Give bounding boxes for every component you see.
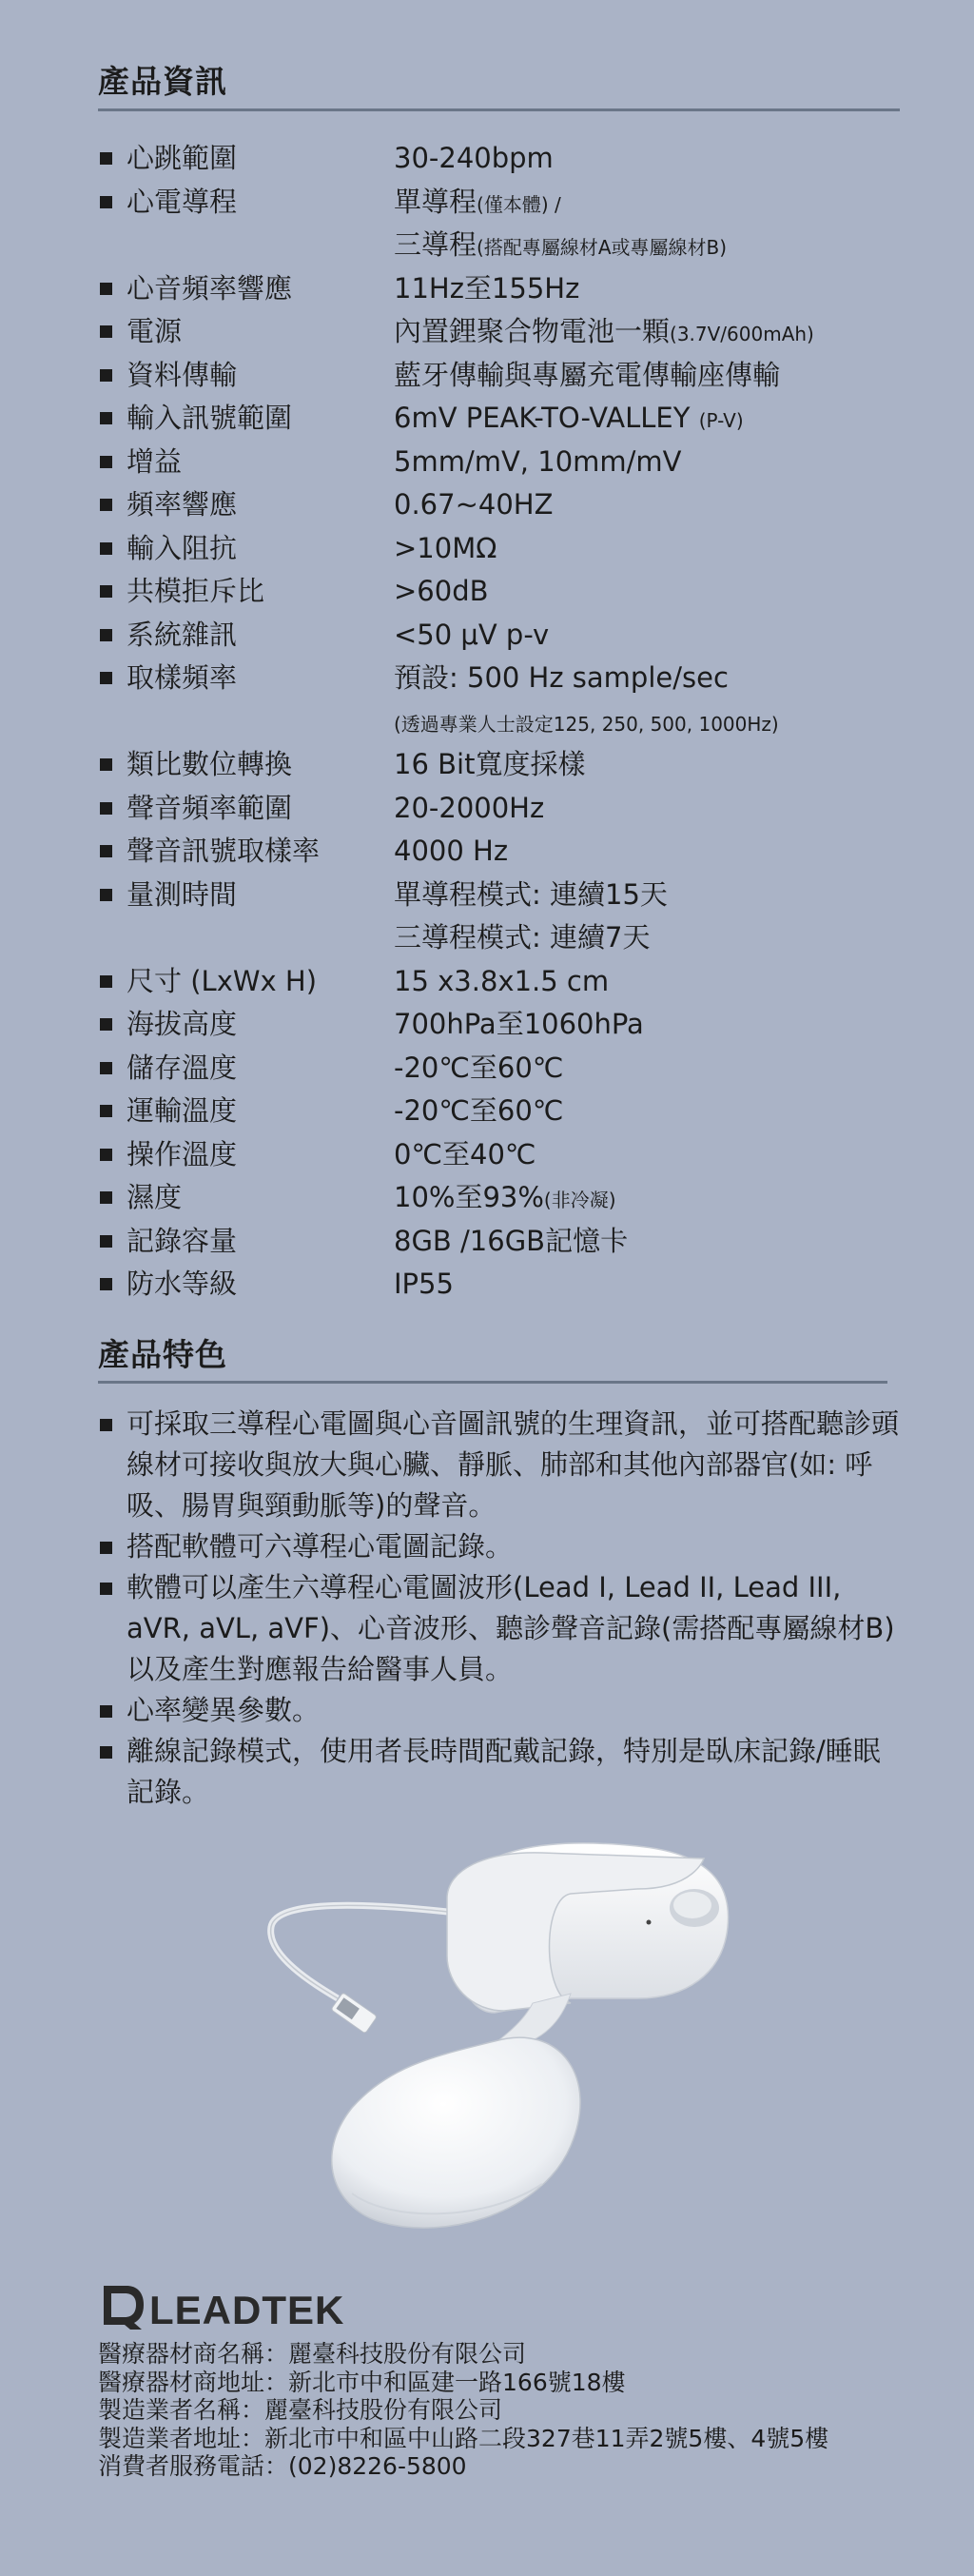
spec-value — [394, 917, 916, 961]
spec-value-text: 16 Bit寬度採樣 — [394, 748, 586, 780]
spec-row — [98, 1264, 916, 1308]
logo-wordmark: LEADTEK — [149, 2288, 345, 2331]
spec-label: 增益 — [127, 444, 183, 478]
bullet-icon — [98, 1404, 127, 1526]
spec-value — [394, 1091, 916, 1134]
bullet-icon — [98, 182, 127, 226]
bullet-icon — [98, 1526, 127, 1567]
spec-label: 電源 — [127, 315, 183, 347]
spec-row — [98, 788, 916, 832]
spec-value — [394, 831, 916, 875]
bullet-icon — [98, 1567, 127, 1690]
spec-value — [394, 1177, 916, 1221]
spec-label: 尺寸 (LxWx H) — [127, 964, 318, 997]
spec-row — [98, 268, 916, 312]
spec-row — [98, 225, 916, 268]
feature-item — [98, 1731, 902, 1813]
bullet-icon — [98, 442, 127, 485]
bullet-icon — [98, 1221, 127, 1265]
spec-value-text: 6mV PEAK-TO-VALLEY — [394, 402, 699, 434]
spec-label: 儲存溫度 — [127, 1051, 238, 1084]
footer-line: 醫療器材商地址：新北市中和區建一路166號18樓 — [98, 2368, 626, 2396]
spec-value — [394, 615, 916, 659]
spec-value-text: 20-2000Hz — [394, 791, 545, 824]
spec-value — [394, 788, 916, 832]
spec-label: 心音頻率響應 — [127, 271, 293, 305]
spec-value — [394, 571, 916, 615]
spec-list — [98, 138, 916, 1308]
spec-row — [98, 831, 916, 875]
spec-row — [98, 138, 916, 182]
spec-value-text: 10%至93% — [394, 1181, 544, 1213]
spec-value-note: (透過專業人士設定125, 250, 500, 1000Hz) — [394, 712, 779, 736]
spec-label: 類比數位轉換 — [127, 748, 293, 780]
spec-value — [394, 355, 916, 399]
bullet-icon — [98, 831, 127, 875]
feature-text: 軟體可以產生六導程心電圖波形(Lead I, Lead II, Lead III, aVR, aVL, aVF)、心音波形、聽診聲音記錄(需搭配專屬線材B)以及產生對應報告給醫事人員。 — [127, 1571, 895, 1685]
spec-row — [98, 961, 916, 1005]
spec-value-text: 內置鋰聚合物電池一顆 — [394, 315, 671, 347]
spec-row — [98, 311, 916, 355]
spec-value-text: IP55 — [394, 1268, 454, 1300]
spec-label: 記錄容量 — [127, 1224, 238, 1257]
features-section-title: 產品特色 — [98, 1336, 227, 1373]
spec-label: 共模拒斥比 — [127, 575, 265, 607]
spec-row — [98, 442, 916, 485]
bullet-icon — [98, 744, 127, 788]
spec-value — [394, 225, 916, 268]
spec-row — [98, 182, 916, 226]
bullet-icon — [98, 615, 127, 659]
feature-text: 搭配軟體可六導程心電圖記錄。 — [127, 1530, 514, 1563]
spec-row — [98, 1091, 916, 1134]
spec-row — [98, 1004, 916, 1048]
spec-label: 心跳範圍 — [127, 142, 238, 174]
spec-row — [98, 1048, 916, 1091]
spec-row — [98, 875, 916, 918]
spec-label: 防水等級 — [127, 1268, 238, 1300]
spec-row — [98, 917, 916, 961]
spec-value-text: 藍牙傳輸與專屬充電傳輸座傳輸 — [394, 358, 781, 391]
spec-label: 聲音頻率範圍 — [127, 791, 293, 824]
spec-value — [394, 442, 916, 485]
spec-label: 量測時間 — [127, 877, 238, 911]
spec-row — [98, 744, 916, 788]
spec-value — [394, 484, 916, 528]
footer-line: 製造業者名稱：麗臺科技股份有限公司 — [98, 2396, 503, 2424]
spec-row — [98, 398, 916, 442]
spec-label: 濕度 — [127, 1181, 183, 1213]
spec-value — [394, 744, 916, 788]
spec-value-note: (P-V) — [698, 409, 744, 432]
spec-value — [394, 701, 916, 745]
feature-item — [98, 1526, 902, 1567]
spec-value — [394, 268, 916, 312]
product-image — [257, 1832, 808, 2260]
leadtek-logo — [98, 2282, 364, 2331]
spec-row — [98, 701, 916, 745]
spec-value-note: (非冷凝) — [543, 1189, 616, 1211]
footer-line: 消費者服務電話：(02)8226-5800 — [98, 2452, 467, 2480]
feature-item — [98, 1567, 902, 1690]
bullet-icon — [98, 1091, 127, 1134]
spec-value — [394, 398, 916, 442]
spec-label: 運輸溫度 — [127, 1094, 238, 1127]
spec-value — [394, 528, 916, 572]
bullet-icon — [98, 1134, 127, 1178]
spec-value-text: -20℃至60℃ — [394, 1051, 564, 1084]
bullet-icon — [98, 1731, 127, 1813]
bullet-icon — [98, 1690, 127, 1731]
spec-section-title: 產品資訊 — [98, 63, 227, 100]
spec-value-text: 8GB /16GB記憶卡 — [394, 1224, 629, 1257]
spec-value-text: >10MΩ — [394, 531, 497, 564]
spec-value — [394, 1048, 916, 1091]
spec-row — [98, 355, 916, 399]
bullet-icon — [98, 484, 127, 528]
spec-label: 操作溫度 — [127, 1137, 238, 1170]
footer-line: 製造業者地址：新北市中和區中山路二段327巷11弄2號5樓、4號5樓 — [98, 2424, 829, 2452]
spec-value — [394, 875, 916, 918]
spec-value — [394, 138, 916, 182]
spec-value-text: 0℃至40℃ — [394, 1137, 536, 1170]
spec-label: 心電導程 — [127, 185, 238, 218]
bullet-icon — [98, 1264, 127, 1308]
spec-value-note: (3.7V/600mAh) — [670, 323, 814, 345]
spec-value-text: 預設: 500 Hz sample/sec — [394, 661, 729, 694]
spec-value-text: 三導程模式: 連續7天 — [394, 921, 651, 954]
spec-label: 取樣頻率 — [127, 661, 238, 694]
spec-value-text: 5mm/mV, 10mm/mV — [394, 444, 682, 478]
bullet-icon — [98, 1177, 127, 1221]
spec-value — [394, 182, 916, 226]
spec-label: 頻率響應 — [127, 488, 238, 521]
spec-label — [127, 225, 394, 268]
spec-value-text: 單導程 — [394, 185, 477, 218]
bullet-icon — [98, 1048, 127, 1091]
feature-text: 離線記錄模式，使用者長時間配戴記錄，特別是臥床記錄/睡眠記錄。 — [127, 1735, 881, 1808]
feature-text: 可採取三導程心電圖與心音圖訊號的生理資訊，並可搭配聽診頭線材可接收與放大與心臟、靜脈、肺部和其他內部器官(如: 呼吸、腸胃與頸動脈等)的聲音。 — [127, 1407, 900, 1522]
bullet-icon — [98, 1004, 127, 1048]
spec-value — [394, 1134, 916, 1178]
spec-value-text: 15 x3.8x1.5 cm — [394, 964, 610, 997]
spec-label: 資料傳輸 — [127, 358, 238, 391]
spec-value-text: 單導程模式: 連續15天 — [394, 877, 668, 911]
spec-row — [98, 1134, 916, 1178]
spec-value-text: -20℃至60℃ — [394, 1094, 564, 1127]
spec-label: 海拔高度 — [127, 1008, 238, 1040]
spec-value — [394, 1004, 916, 1048]
spec-label: 輸入阻抗 — [127, 531, 238, 564]
spec-row — [98, 528, 916, 572]
spec-row — [98, 1221, 916, 1265]
spec-value-text: <50 μV p-v — [394, 618, 550, 651]
spec-value — [394, 961, 916, 1005]
spec-value — [394, 311, 916, 355]
spec-label: 輸入訊號範圍 — [127, 402, 293, 434]
bullet-icon — [98, 311, 127, 355]
bullet-icon — [98, 961, 127, 1005]
footer-line: 醫療器材商名稱：麗臺科技股份有限公司 — [98, 2340, 527, 2368]
bullet-icon — [98, 875, 127, 918]
spec-row — [98, 571, 916, 615]
spec-label — [127, 917, 394, 961]
bullet-icon — [98, 398, 127, 442]
spec-value-text: 三導程 — [394, 228, 477, 261]
spec-value — [394, 1264, 916, 1308]
spec-label: 系統雜訊 — [127, 618, 238, 651]
spec-value-text: 4000 Hz — [394, 835, 509, 867]
spec-value-text: 30-240bpm — [394, 142, 554, 174]
bullet-icon — [98, 571, 127, 615]
spec-label — [127, 701, 394, 745]
bullet-icon — [98, 268, 127, 312]
spec-value-note: (僅本體) / — [477, 192, 561, 216]
feature-item — [98, 1404, 902, 1526]
features-list — [98, 1404, 902, 1813]
bullet-icon — [98, 138, 127, 182]
spec-label: 聲音訊號取樣率 — [127, 835, 321, 867]
spec-value-text: 11Hz至155Hz — [394, 271, 580, 305]
spec-value-text: >60dB — [394, 575, 489, 607]
spec-value-note: (搭配專屬線材A或專屬線材B) — [477, 236, 728, 259]
spec-value — [394, 1221, 916, 1265]
spec-row — [98, 658, 916, 701]
feature-text: 心率變異參數。 — [127, 1694, 321, 1726]
spec-value-text: 0.67~40HZ — [394, 488, 554, 521]
bullet-icon — [98, 658, 127, 701]
spec-row — [98, 615, 916, 659]
bullet-icon — [98, 788, 127, 832]
spec-row — [98, 1177, 916, 1221]
spec-row — [98, 484, 916, 528]
bullet-icon — [98, 355, 127, 399]
spec-value — [394, 658, 916, 701]
bullet-icon — [98, 528, 127, 572]
spec-title-divider — [98, 108, 900, 111]
spec-value-text: 700hPa至1060hPa — [394, 1008, 644, 1040]
company-footer — [98, 2340, 828, 2481]
feature-item — [98, 1690, 902, 1731]
features-title-divider — [98, 1381, 887, 1384]
